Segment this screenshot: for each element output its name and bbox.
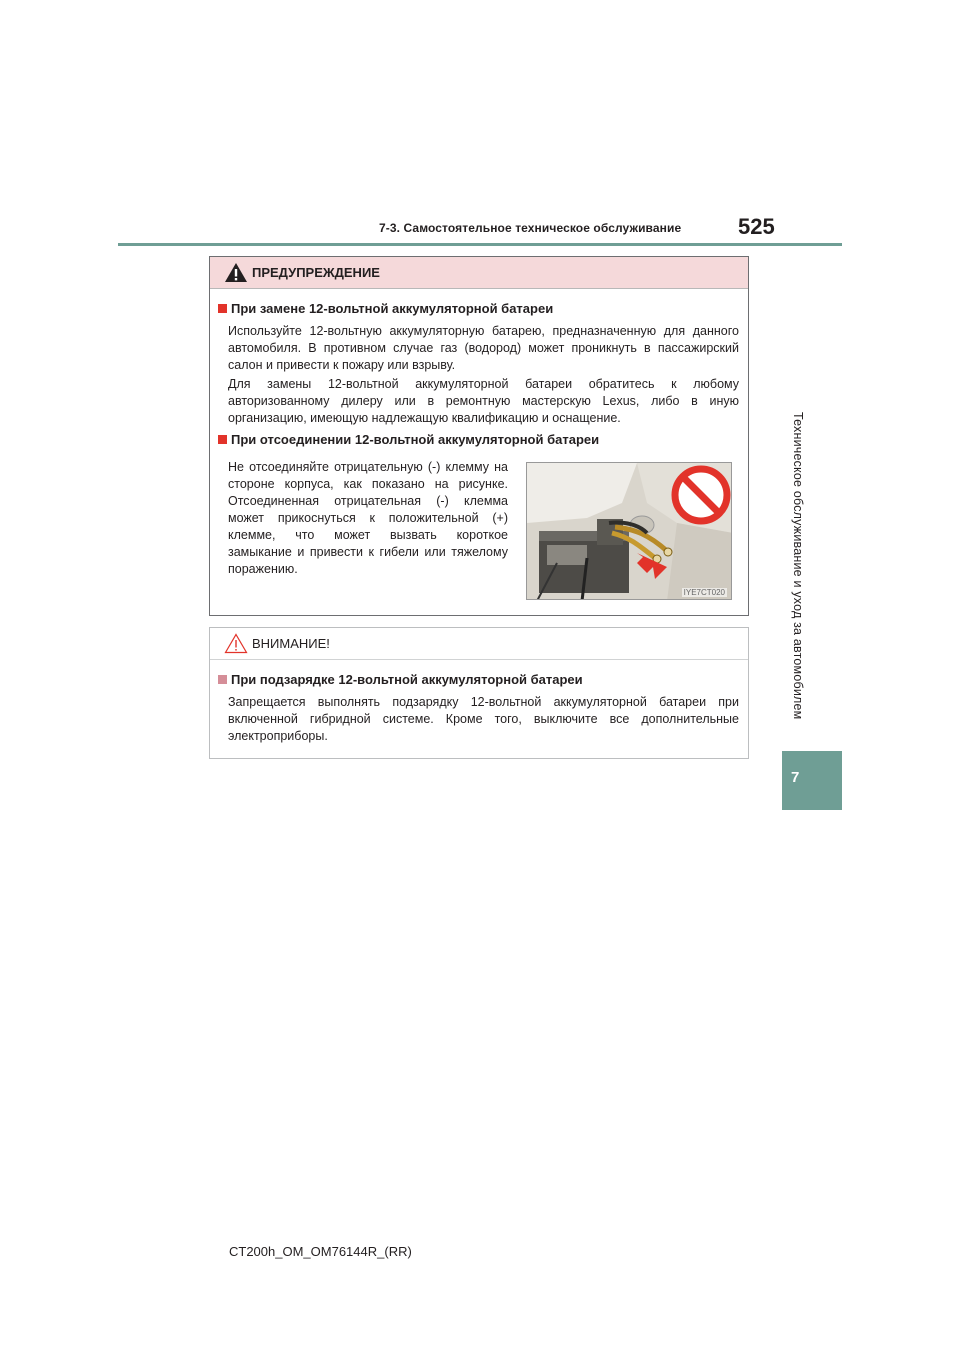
page-number: 525 <box>738 214 775 239</box>
warning-section-title: При отсоединении 12-вольтной аккумуляторной батареи <box>218 432 599 447</box>
warning-paragraph: Используйте 12-вольтную аккумуляторную батарею, предназначенную для данного автомобиля. В противном случае газ (водород) может проникнуть в пассажирский салон и привести к пожару или взрыву. <box>228 324 739 372</box>
warning-paragraph: Для замены 12-вольтной аккумуляторной батареи обратитесь к любому авторизованному дилеру или в ремонтную мастерскую Lexus, либо в иную организацию, имеющую надлежащую квалификацию и оснащение. <box>228 377 739 425</box>
warning-section-title: При замене 12-вольтной аккумуляторной батареи <box>218 301 553 316</box>
caution-heading: ВНИМАНИЕ! <box>252 636 330 651</box>
warning-paragraph: Не отсоединяйте отрицательную (-) клемму на стороне корпуса, как показано на рисунке. Отсоединенная отрицательная (-) клемма может прикоснуться к положительной (+) клемме, что может вызвать короткое замыкание и привести к гибели или тяжелому поражению. <box>228 460 508 576</box>
chapter-side-title: Техническое обслуживание и уход за автомобилем <box>791 412 805 720</box>
square-bullet-icon <box>218 435 227 444</box>
warning-box <box>209 256 749 616</box>
caution-header <box>210 628 748 660</box>
section-header-title: 7-3. Самостоятельное техническое обслуживание <box>379 221 682 235</box>
chapter-number: 7 <box>791 769 800 786</box>
header-divider <box>118 243 842 246</box>
caution-triangle-outline-icon <box>224 633 248 654</box>
warning-triangle-icon <box>224 262 248 283</box>
caution-section-title: При подзарядке 12-вольтной аккумуляторной батареи <box>218 672 583 687</box>
image-code: IYE7CT020 <box>683 588 725 597</box>
caution-box <box>209 627 749 759</box>
battery-terminal-photo <box>526 462 732 600</box>
square-bullet-icon <box>218 304 227 313</box>
battery-terminal-illustration <box>527 463 732 600</box>
chapter-tab <box>782 751 842 810</box>
square-bullet-icon <box>218 675 227 684</box>
caution-paragraph: Запрещается выполнять подзарядку 12-вольтной аккумуляторной батареи при включенной гибридной системе. Кроме того, выключите все дополнительные электроприборы. <box>228 695 739 743</box>
warning-header <box>210 257 748 289</box>
document-code: CT200h_OM_OM76144R_(RR) <box>229 1244 412 1259</box>
warning-heading: ПРЕДУПРЕЖДЕНИЕ <box>252 265 380 280</box>
